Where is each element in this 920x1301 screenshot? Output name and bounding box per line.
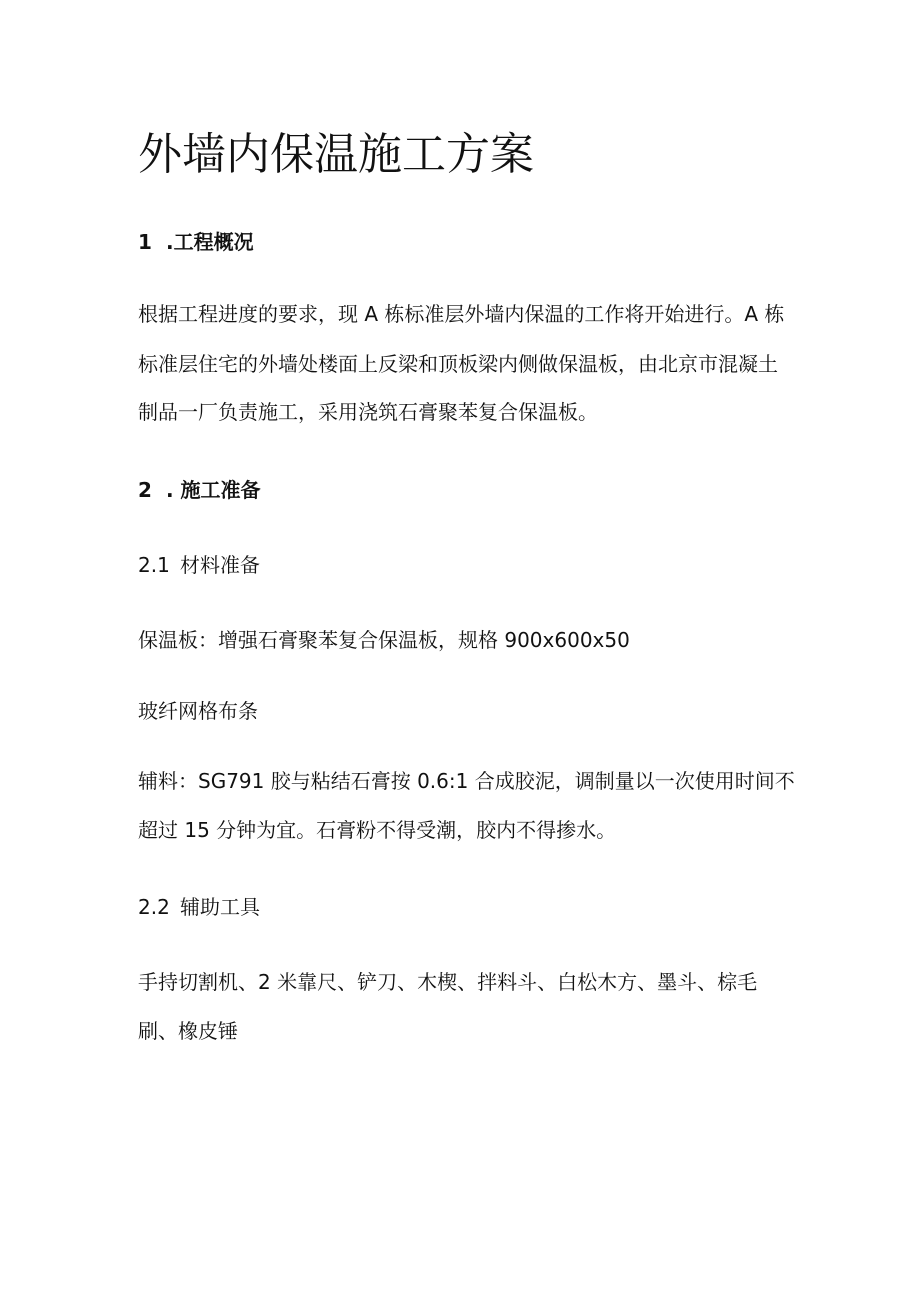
material-item-insulation-board: 保温板：增强石膏聚苯复合保温板，规格 900x600x50 (138, 628, 630, 652)
material-item-auxiliary-line: 辅料：SG791 胶与粘结石膏按 0.6:1 合成胶泥，调制量以一次使用时间不 (138, 769, 795, 793)
section-heading-preparation (138, 476, 261, 504)
section-number: 1 (138, 230, 152, 254)
subsection-title: 材料准备 (180, 553, 260, 577)
section-number: 2 (138, 478, 152, 502)
overview-paragraph-line: 标准层住宅的外墙处楼面上反梁和顶板梁内侧做保温板，由北京市混凝土 (138, 352, 778, 376)
document-title: 外墙内保温施工方案 (138, 129, 534, 180)
overview-paragraph-line: 根据工程进度的要求，现 A 栋标准层外墙内保温的工作将开始进行。A 栋 (138, 302, 785, 326)
section-title: . 施工准备 (166, 478, 261, 502)
section-heading-overview (138, 228, 254, 256)
overview-paragraph-line: 制品一厂负责施工，采用浇筑石膏聚苯复合保温板。 (138, 400, 598, 424)
material-item-auxiliary-line: 超过 15 分钟为宜。石膏粉不得受潮，胶内不得掺水。 (138, 818, 617, 842)
subheading-tools (138, 893, 260, 921)
subsection-number: 2.1 (138, 553, 170, 577)
tools-list-line: 刷、橡皮锤 (138, 1019, 238, 1043)
section-title: .工程概况 (166, 230, 254, 254)
subheading-materials (138, 551, 260, 579)
tools-list-line: 手持切割机、2 米靠尺、铲刀、木楔、拌料斗、白松木方、墨斗、棕毛 (138, 970, 758, 994)
subsection-number: 2.2 (138, 895, 170, 919)
subsection-title: 辅助工具 (180, 895, 260, 919)
material-item-fiberglass-mesh: 玻纤网格布条 (138, 699, 258, 723)
